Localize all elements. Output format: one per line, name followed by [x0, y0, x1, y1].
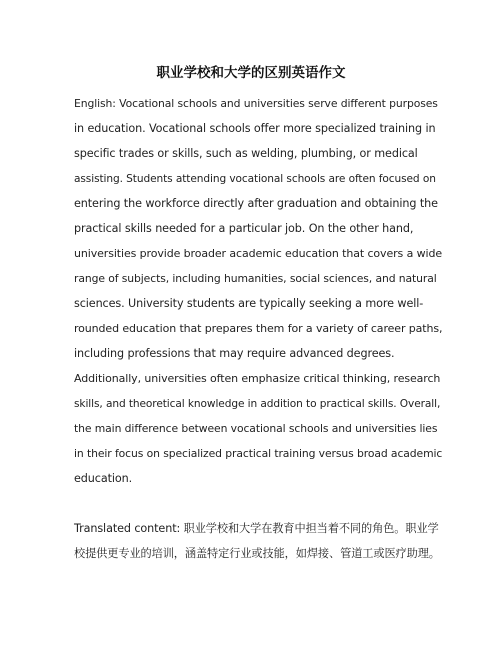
english-line-6: practical skills needed for a particular job. On the other hand, — [74, 222, 414, 235]
english-line-5: entering the workforce directly after graduation and obtaining the — [74, 197, 438, 210]
english-line-4: assisting. Students attending vocational schools are often focused on — [74, 173, 436, 185]
english-line-12: Additionally, universities often emphasize critical thinking, research — [74, 372, 441, 385]
english-line-2: in education. Vocational schools offer more specialized training in — [74, 122, 436, 135]
english-line-13: skills, and theoretical knowledge in addition to practical skills. Overall, — [74, 398, 441, 410]
english-line-14: the main difference between vocational schools and universities lies — [74, 422, 438, 435]
english-line-10: rounded education that prepares them for a variety of career paths, — [74, 322, 443, 335]
english-line-15: in their focus on specialized practical training versus broad academic — [74, 447, 443, 460]
english-line-7: universities provide broader academic education that covers a wide — [74, 247, 443, 260]
english-line-16: education. — [74, 472, 133, 485]
translated-line-1: Translated content: 职业学校和大学在教育中担当着不同的角色。职业学 — [74, 522, 439, 535]
translated-line-2: 校提供更专业的培训，涵盖特定行业或技能，如焊接、管道工或医疗助理。 — [74, 547, 440, 560]
english-line-9: sciences. University students are typically seeking a more well- — [74, 297, 424, 310]
english-line-11: including professions that may require advanced degrees. — [74, 347, 395, 360]
english-line-3: specific trades or skills, such as welding, plumbing, or medical — [74, 147, 418, 160]
english-line-1: English: Vocational schools and universities serve different purposes — [74, 97, 438, 110]
document-title: 职业学校和大学的区别英语作文 — [156, 65, 346, 81]
english-line-8: range of subjects, including humanities, social sciences, and natural — [74, 272, 437, 285]
